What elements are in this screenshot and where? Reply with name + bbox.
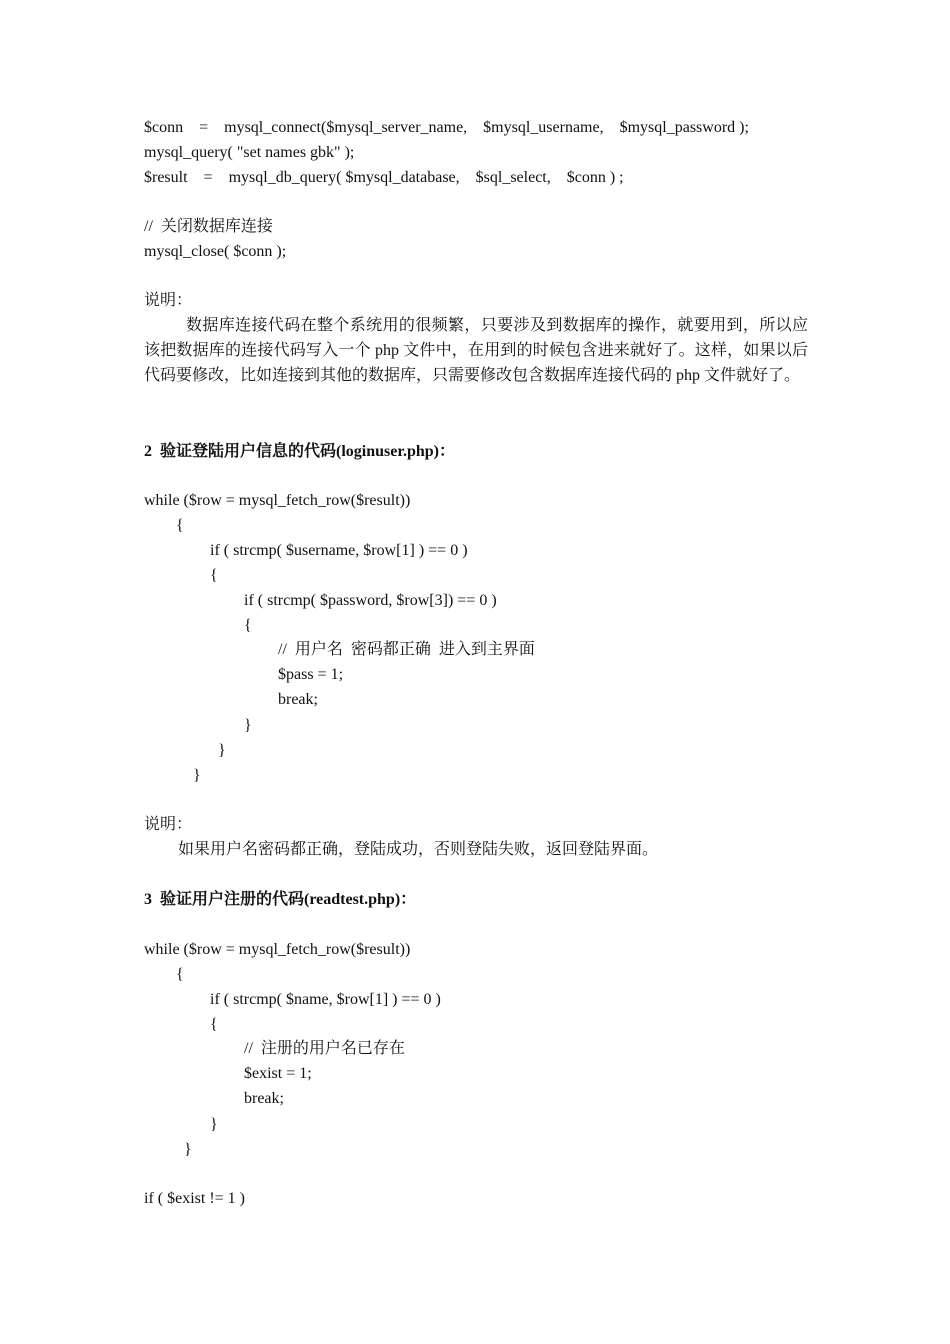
code-line-close: mysql_close( $conn ); — [144, 243, 287, 260]
code-line: { — [210, 1016, 218, 1033]
code-line: } — [218, 742, 226, 759]
note-label: 说明： — [144, 292, 193, 309]
code-line: { — [244, 617, 252, 634]
code-line-conn: $conn = mysql_connect($mysql_server_name, $mysql_username, $mysql_password ); — [144, 119, 749, 136]
code-line-result: $result = mysql_db_query( $mysql_database, $sql_select, $conn ) ; — [144, 169, 624, 186]
code-line: } — [193, 767, 201, 784]
code-line: while ($row = mysql_fetch_row($result)) — [144, 492, 411, 509]
code-line: } — [210, 1116, 218, 1133]
code-comment: // 用户名 密码都正确 进入到主界面 — [278, 641, 535, 658]
code-line: if ( strcmp( $name, $row[1] ) == 0 ) — [210, 991, 441, 1008]
code-line: $exist = 1; — [244, 1065, 312, 1082]
code-line: if ( strcmp( $password, $row[3]) == 0 ) — [244, 592, 497, 609]
code-comment-close: // 关闭数据库连接 — [144, 218, 273, 235]
code-comment: // 注册的用户名已存在 — [244, 1040, 405, 1057]
code-line: { — [176, 517, 184, 534]
note-paragraph: 如果用户名密码都正确，登陆成功，否则登陆失败，返回登陆界面。 — [178, 841, 659, 858]
code-line: if ( strcmp( $username, $row[1] ) == 0 ) — [210, 542, 468, 559]
section-heading-login: 2 验证登陆用户信息的代码(loginuser.php)： — [144, 443, 456, 460]
code-line: { — [176, 966, 184, 983]
note-paragraph: 数据库连接代码在整个系统用的很频繁，只要涉及到数据库的操作，就要用到，所以应该把数据库的连接代码写入一个 php 文件中，在用到的时候包含进来就好了。这样，如果以后代码要修改，比如连接到其他的数据库，只需要修改包含数据库连接代码的 php 文件就好了。 — [144, 317, 808, 384]
code-line-query: mysql_query( "set names gbk" ); — [144, 144, 355, 161]
code-line: } — [244, 717, 252, 734]
code-line: break; — [278, 691, 318, 708]
code-line: { — [210, 567, 218, 584]
code-line: if ( $exist != 1 ) — [144, 1190, 245, 1207]
section-heading-register: 3 验证用户注册的代码(readtest.php)： — [144, 891, 417, 908]
code-line: break; — [244, 1090, 284, 1107]
note-label: 说明： — [144, 816, 193, 833]
code-line: } — [184, 1141, 192, 1158]
code-line: $pass = 1; — [278, 666, 344, 683]
code-line: while ($row = mysql_fetch_row($result)) — [144, 941, 411, 958]
